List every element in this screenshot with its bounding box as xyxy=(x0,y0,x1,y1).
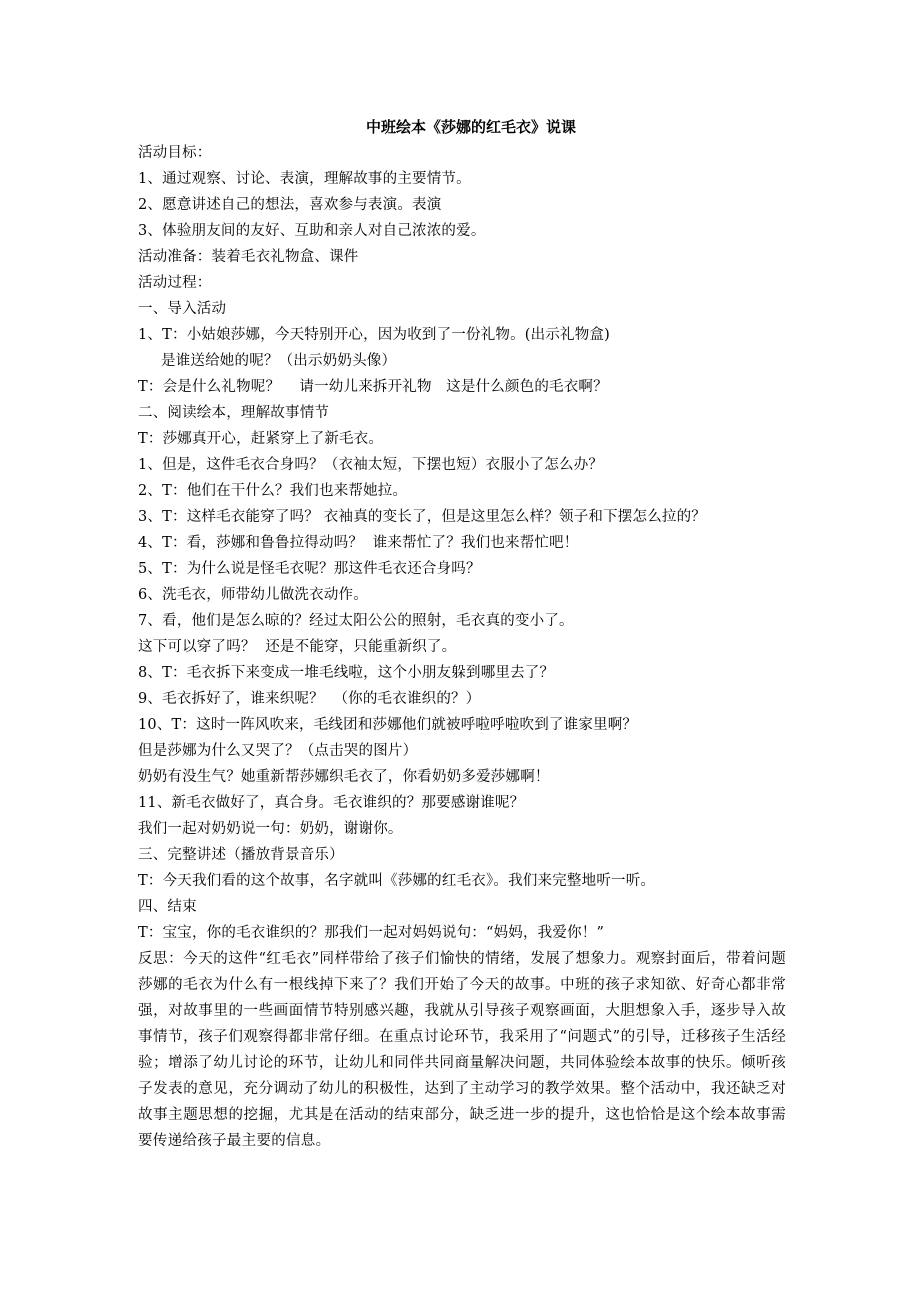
step-heading: 二、阅读绘本，理解故事情节 xyxy=(138,405,330,421)
text-line: 是谁送给她的呢？（出示奶奶头像） xyxy=(161,353,397,369)
step-heading: 四、结束 xyxy=(138,899,197,915)
section-heading-goals: 活动目标： xyxy=(138,145,212,161)
text-line: 4、T：看，莎娜和鲁鲁拉得动吗？ 谁来帮忙了？我们也来帮忙吧！ xyxy=(138,535,579,551)
preparation-line: 活动准备：装着毛衣礼物盒、课件 xyxy=(138,249,359,265)
text-line: 1、T：小姑娘莎娜，今天特别开心，因为收到了一份礼物。(出示礼物盒) xyxy=(138,327,611,343)
text-line: T：宝宝，你的毛衣谁织的？那我们一起对妈妈说句：“妈妈，我爱你！” xyxy=(138,925,605,941)
goal-item: 3、体验朋友间的友好、互助和亲人对自己浓浓的爱。 xyxy=(138,223,486,239)
document-title: 中班绘本《莎娜的红毛衣》说课 xyxy=(365,118,576,136)
text-line: 9、毛衣拆好了，谁来织呢？ （你的毛衣谁织的？） xyxy=(138,691,481,707)
text-line: 7、看，他们是怎么晾的？经过太阳公公的照射，毛衣真的变小了。 xyxy=(138,613,574,629)
reflection-paragraph: 反思：今天的这件“红毛衣”同样带给了孩子们愉快的情绪，发展了想象力。观察封面后，带着问题 莎娜的毛衣为什么有一根线掉下来了？我们开始了今天的故事。中班的孩子求知欲、好奇心都非常强，对故事里的一些画面情节特别感兴趣，我就从引导孩子观察画面，大胆想象入手，逐步导入故事情节，孩子们观察得都非常仔细。在重点讨论环节，我采用了“问题式”的引导，迁移孩子生活经验；增添了幼儿讨论的环节，让幼儿和同伴共同商量解决问题，共同体验绘本故事的快乐。倾听孩子发表的意见，充分调动了幼儿的积极性，达到了主动学习的教学效果。整个活动中，我还缺乏对故事主题思想的挖掘，尤其是在活动的结束部分，缺乏进一步的提升，这也恰恰是这个绘本故事需要传递给孩子最主要的信息。 xyxy=(138,951,786,1149)
text-line: 2、T：他们在干什么？我们也来帮她拉。 xyxy=(138,483,408,499)
text-line: 6、洗毛衣，师带幼儿做洗衣动作。 xyxy=(138,587,368,603)
step-heading: 一、导入活动 xyxy=(138,301,227,317)
text-line: 我们一起对奶奶说一句：奶奶，谢谢你。 xyxy=(138,821,403,837)
text-line: T：今天我们看的这个故事，名字就叫《莎娜的红毛衣》。我们来完整地听一听。 xyxy=(138,873,656,889)
text-line: 奶奶有没生气？她重新帮莎娜织毛衣了，你看奶奶多爱莎娜啊！ xyxy=(138,769,550,785)
text-line: 3、T：这样毛衣能穿了吗？ 衣袖真的变长了，但是这里怎么样？领子和下摆怎么拉的？ xyxy=(138,509,707,525)
section-heading-process: 活动过程： xyxy=(138,275,212,291)
text-line: T：会是什么礼物呢？ 请一幼儿来拆开礼物 这是什么颜色的毛衣啊？ xyxy=(138,379,608,395)
text-line: 但是莎娜为什么又哭了？（点击哭的图片） xyxy=(138,743,418,759)
step-heading: 三、完整讲述（播放背景音乐） xyxy=(138,847,344,863)
text-line: 8、T：毛衣拆下来变成一堆毛线啦，这个小朋友躲到哪里去了？ xyxy=(138,665,555,681)
text-line: 10、T：这时一阵风吹来，毛线团和莎娜他们就被呼啦呼啦吹到了谁家里啊？ xyxy=(138,717,638,733)
text-line: T：莎娜真开心，赶紧穿上了新毛衣。 xyxy=(138,431,384,447)
text-line: 这下可以穿了吗？ 还是不能穿，只能重新织了。 xyxy=(138,639,457,655)
document-page xyxy=(138,114,786,1154)
text-line: 5、T：为什么说是怪毛衣呢？那这件毛衣还合身吗？ xyxy=(138,561,481,577)
text-line: 11、新毛衣做好了，真合身。毛衣谁织的？那要感谢谁呢？ xyxy=(138,795,525,811)
text-line: 1、但是，这件毛衣合身吗？（衣袖太短，下摆也短）衣服小了怎么办？ xyxy=(138,457,604,473)
goal-item: 1、通过观察、讨论、表演，理解故事的主要情节。 xyxy=(138,171,471,187)
goal-item: 2、愿意讲述自己的想法，喜欢参与表演。表演 xyxy=(138,197,442,213)
